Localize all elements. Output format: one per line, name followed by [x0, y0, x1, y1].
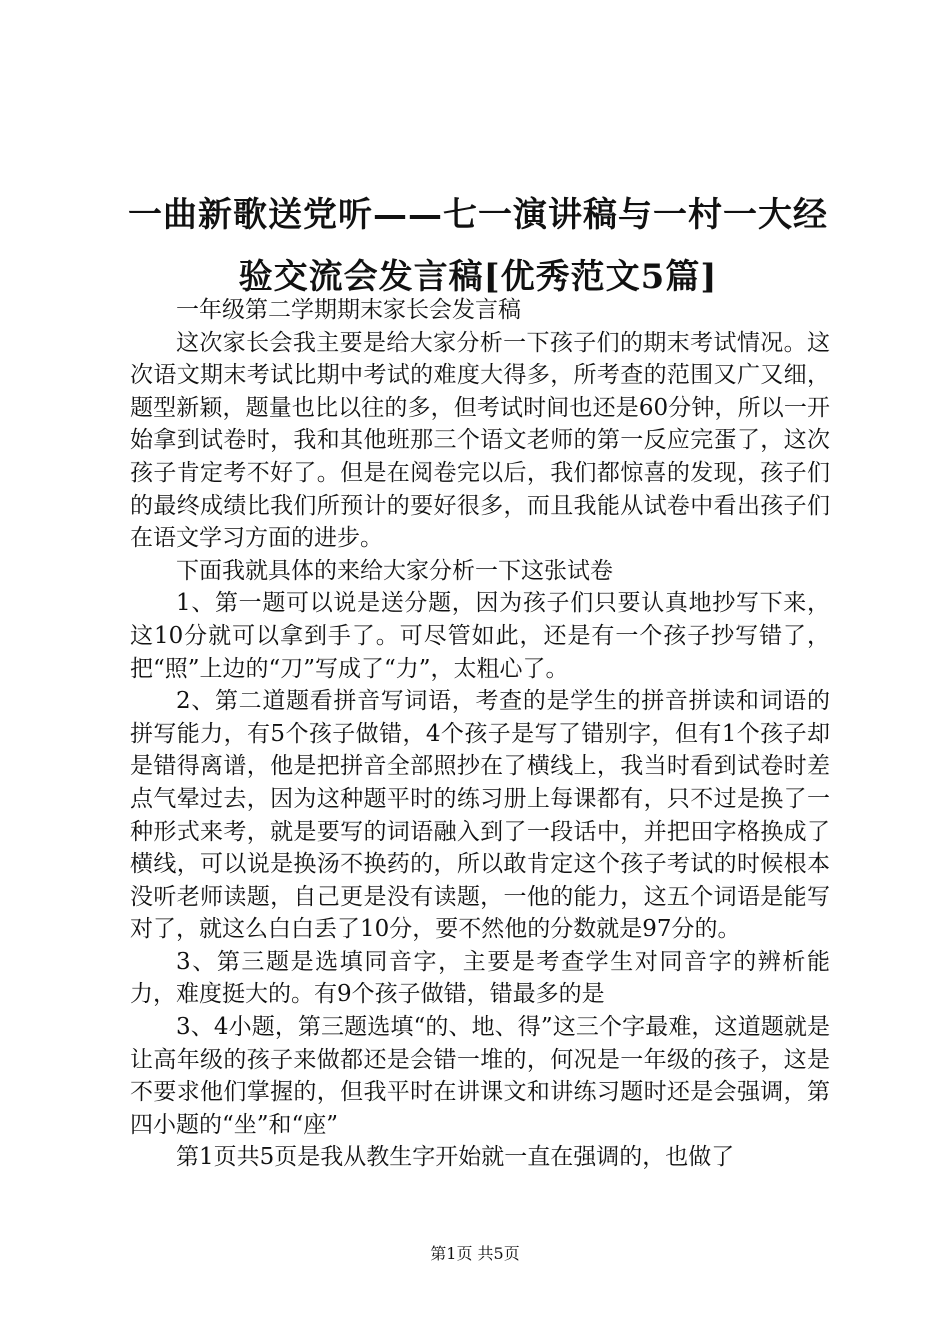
document-body	[130, 294, 830, 1174]
paragraph-continued: 第1页共5页是我从教生字开始就一直在强调的，也做了	[176, 1144, 735, 1171]
paragraph-question-2: 2、第二道题看拼音写词语，考查的是学生的拼音拼读和词语的拼写能力，有5个孩子做错，4个孩子是写了错别字，但有1个孩子却是错得离谱，他是把拼音全部照抄在了横线上，我当时看到试卷时差点气晕过去，因为这种题平时的练习册上每课都有，只不过是换了一种形式来考，就是要写的词语融入到了一段话中，并把田字格换成了横线，可以说是换汤不换药的，所以敢肯定这个孩子考试的时候根本没听老师读题，自己更是没有读题，一他的能力，这五个词语是能写对了，就这么白白丢了10分，要不然他的分数就是97分的。	[130, 688, 830, 943]
paragraph-question-3: 3、第三题是选填同音字，主要是考查学生对同音字的辨析能力，难度挺大的。有9个孩子做错，错最多的是	[130, 948, 830, 1008]
paragraph-question-1: 1、第一题可以说是送分题，因为孩子们只要认真地抄写下来，这10分就可以拿到手了。可尽管如此，还是有一个孩子抄写错了，把“照”上边的“刀”写成了“力”，太粗心了。	[130, 590, 830, 682]
paragraph-exam-overview: 这次家长会我主要是给大家分析一下孩子们的期末考试情况。这次语文期末考试比期中考试的难度大得多，所考查的范围又广又细，题型新颖，题量也比以往的多，但考试时间也还是60分钟，所以一开始拿到试卷时，我和其他班那三个语文老师的第一反应完蛋了，这次孩子肯定考不好了。但是在阅卷完以后，我们都惊喜的发现，孩子们的最终成绩比我们所预计的要好很多，而且我能从试卷中看出孩子们在语文学习方面的进步。	[130, 329, 830, 552]
document-title: 一曲新歌送党听——七一演讲稿与一村一大经验交流会发言稿[优秀范文5篇]	[128, 195, 828, 297]
paragraph-analysis-intro: 下面我就具体的来给大家分析一下这张试卷	[176, 557, 613, 584]
paragraph-question-3-detail: 3、4小题，第三题选填“的、地、得”这三个字最难，这道题就是让高年级的孩子来做都还是会错一堆的，何况是一年级的孩子，这是不要求他们掌握的，但我平时在讲课文和讲练习题时还是会强调，第四小题的“坐”和“座”	[130, 1014, 830, 1138]
paragraph-subtitle: 一年级第二学期期末家长会发言稿	[176, 297, 521, 323]
page-number-footer: 第1页 共5页	[430, 1244, 520, 1263]
